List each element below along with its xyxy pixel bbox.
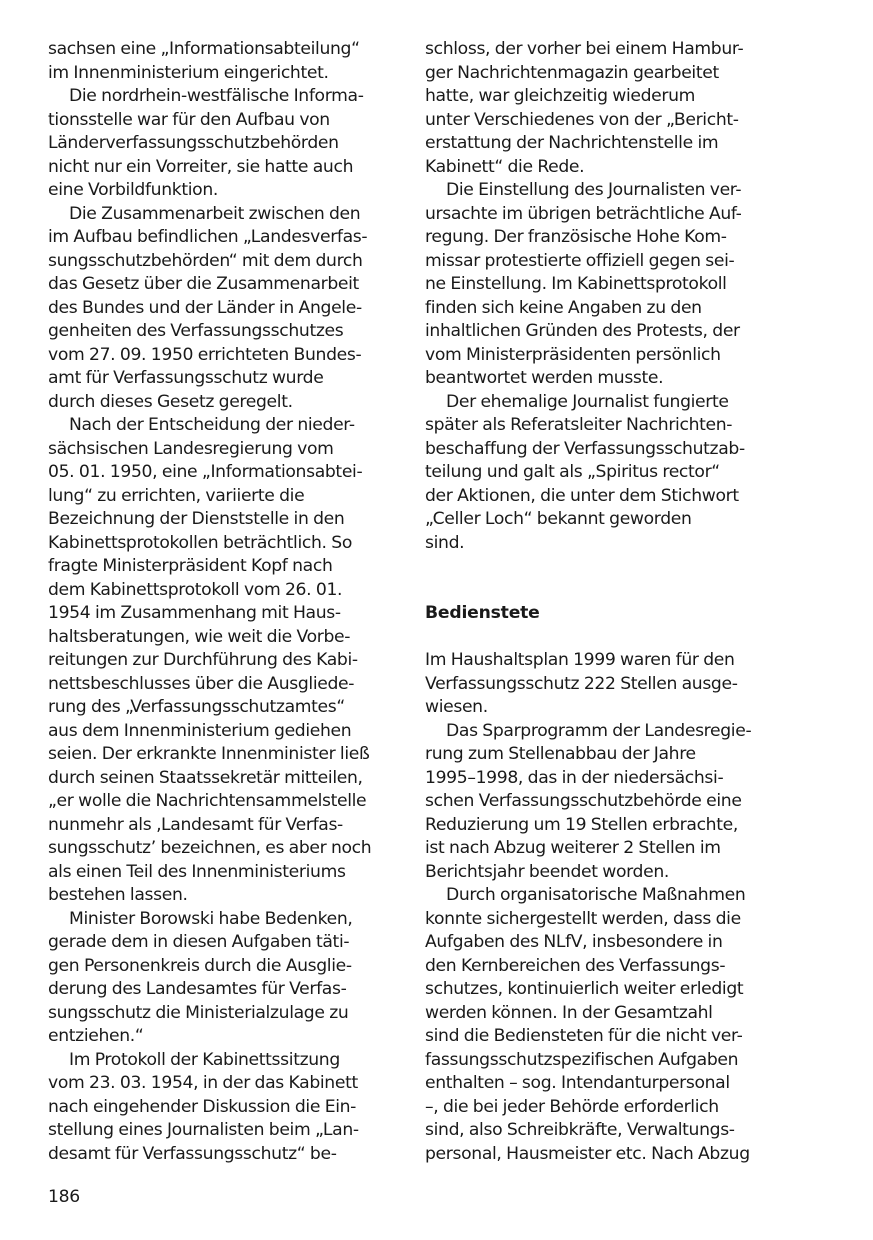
text-line: Die Einstellung des Journalisten ver-	[446, 180, 742, 200]
text-line: genheiten des Verfassungsschutzes	[48, 321, 344, 341]
text-line: wiesen.	[425, 697, 488, 717]
text-line: stellung eines Journalisten beim „Lan-	[48, 1120, 359, 1140]
section-heading: Bedienstete	[425, 603, 540, 623]
left-text-column	[48, 38, 398, 1166]
text-line: sind.	[425, 532, 465, 553]
text-line: rung zum Stellenabbau der Jahre	[425, 744, 696, 764]
page-number: 186	[48, 1187, 80, 1207]
text-line: missar protestierte offiziell gegen sei-	[425, 250, 735, 271]
text-line: durch dieses Gesetz geregelt.	[48, 391, 293, 412]
heading-after-spacer	[425, 626, 775, 650]
text-line: Durch organisatorische Maßnahmen	[446, 885, 746, 905]
text-line: reitungen zur Durchführung des Kabi-	[48, 650, 358, 670]
text-line: –, die bei jeder Behörde erforderlich	[425, 1096, 719, 1117]
text-line: werden können. In der Gesamtzahl	[425, 1002, 713, 1023]
text-line: Reduzierung um 19 Stellen erbrachte,	[425, 814, 738, 835]
text-line: bestehen lassen.	[48, 885, 188, 905]
text-line: „er wolle die Nachrichtensammelstelle	[48, 791, 367, 811]
text-line: gerade dem in diesen Aufgaben täti-	[48, 932, 350, 952]
right-column-continuation	[425, 38, 775, 555]
text-line: haltsberatungen, wie weit die Vorbe-	[48, 626, 351, 647]
text-line: sind die Bediensteten für die nicht ver-	[425, 1026, 743, 1046]
text-line: eine Vorbildfunktion.	[48, 180, 218, 200]
text-line: lung“ zu errichten, variierte die	[48, 485, 305, 506]
text-line: inhaltlichen Gründen des Protests, der	[425, 321, 740, 341]
text-line: Das Sparprogramm der Landesregie-	[446, 720, 752, 741]
text-line: Kabinettsprotokollen beträchtlich. So	[48, 532, 352, 553]
text-line: ist nach Abzug weiterer 2 Stellen im	[425, 838, 721, 858]
text-line: als einen Teil des Innenministeriums	[48, 861, 346, 882]
text-line: nettsbeschlusses über die Ausgliede-	[48, 673, 355, 694]
text-line: aus dem Innenministerium gediehen	[48, 720, 352, 741]
text-line: tionsstelle war für den Aufbau von	[48, 109, 330, 130]
text-line: konnte sichergestellt werden, dass die	[425, 908, 741, 929]
text-line: nunmehr als ‚Landesamt für Verfas-	[48, 814, 343, 835]
text-line: Minister Borowski habe Bedenken,	[69, 908, 353, 929]
section-body	[425, 649, 775, 1166]
text-line: Der ehemalige Journalist fungierte	[446, 391, 729, 412]
text-line: den Kernbereichen des Verfassungs-	[425, 955, 726, 976]
text-line: hatte, war gleichzeitig wiederum	[425, 86, 696, 106]
text-line: im Aufbau befindlichen „Landesverfas-	[48, 227, 368, 247]
text-line: durch seinen Staatssekretär mitteilen,	[48, 767, 363, 788]
text-line: schloss, der vorher bei einem Hambur-	[425, 39, 744, 59]
text-line: seien. Der erkrankte Innenminister ließ	[48, 744, 370, 764]
text-line: amt für Verfassungsschutz wurde	[48, 368, 324, 388]
text-line: regung. Der französische Hohe Kom-	[425, 227, 727, 247]
text-line: enthalten – sog. Intendanturpersonal	[425, 1073, 730, 1093]
text-line: später als Referatsleiter Nachrichten-	[425, 415, 733, 435]
text-line: Kabinett“ die Rede.	[425, 156, 585, 177]
text-line: vom 27. 09. 1950 errichteten Bundes-	[48, 344, 362, 365]
text-line: schutzes, kontinuierlich weiter erledigt	[425, 979, 744, 999]
text-line: schen Verfassungsschutzbehörde eine	[425, 791, 742, 811]
text-line: dem Kabinettsprotokoll vom 26. 01.	[48, 579, 343, 600]
text-line: derung des Landesamtes für Verfas-	[48, 979, 347, 999]
text-line: nach eingehender Diskussion die Ein-	[48, 1096, 357, 1117]
text-line: „Celler Loch“ bekannt geworden	[425, 509, 692, 529]
text-line: Die Zusammenarbeit zwischen den	[69, 203, 361, 224]
text-line: entziehen.“	[48, 1026, 144, 1046]
text-line: vom 23. 03. 1954, in der das Kabinett	[48, 1073, 358, 1093]
text-line: finden sich keine Angaben zu den	[425, 297, 702, 318]
text-line: erstattung der Nachrichtenstelle im	[425, 133, 719, 153]
text-line: ger Nachrichtenmagazin gearbeitet	[425, 62, 719, 83]
text-line: ne Einstellung. Im Kabinettsprotokoll	[425, 274, 727, 294]
text-line: beantwortet werden musste.	[425, 368, 664, 388]
text-line: Im Protokoll der Kabinettssitzung	[69, 1049, 340, 1070]
text-line: vom Ministerpräsidenten persönlich	[425, 344, 721, 365]
text-line: Verfassungsschutz 222 Stellen ausge-	[425, 673, 738, 694]
text-line: gen Personenkreis durch die Ausglie-	[48, 955, 352, 976]
text-line: Nach der Entscheidung der nieder-	[69, 415, 355, 435]
text-line: im Innenministerium eingerichtet.	[48, 62, 329, 83]
text-line: sungsschutz die Ministerialzulage zu	[48, 1002, 349, 1023]
text-line: personal, Hausmeister etc. Nach Abzug	[425, 1143, 750, 1164]
text-line: teilung und galt als „Spiritus rector“	[425, 462, 720, 482]
text-line: sachsen eine „Informationsabteilung“	[48, 39, 360, 59]
text-line: ursachte im übrigen beträchtliche Auf-	[425, 203, 742, 224]
right-text-column	[425, 38, 775, 1166]
text-line: beschaffung der Verfassungsschutzab-	[425, 438, 745, 459]
text-line: desamt für Verfassungsschutz“ be-	[48, 1143, 337, 1164]
text-line: 1954 im Zusammenhang mit Haus-	[48, 603, 341, 623]
text-line: rung des „Verfassungsschutzamtes“	[48, 697, 345, 717]
text-line: des Bundes und der Länder in Angele-	[48, 297, 362, 318]
text-line: nicht nur ein Vorreiter, sie hatte auch	[48, 156, 354, 177]
text-line: 1995–1998, das in der niedersächsi-	[425, 767, 724, 788]
text-line: fragte Ministerpräsident Kopf nach	[48, 556, 333, 576]
text-line: das Gesetz über die Zusammenarbeit	[48, 274, 359, 294]
text-line: Aufgaben des NLfV, insbesondere in	[425, 932, 723, 952]
text-line: 05. 01. 1950, eine „Informationsabtei-	[48, 462, 363, 482]
text-line: unter Verschiedenes von der „Bericht-	[425, 109, 739, 130]
text-line: Länderverfassungsschutzbehörden	[48, 133, 339, 153]
text-line: Berichtsjahr beendet worden.	[425, 861, 669, 882]
text-line: der Aktionen, die unter dem Stichwort	[425, 485, 739, 506]
text-line: Bezeichnung der Dienststelle in den	[48, 509, 345, 529]
text-line: sind, also Schreibkräfte, Verwaltungs-	[425, 1120, 735, 1140]
text-line: sungsschutz’ bezeichnen, es aber noch	[48, 838, 372, 858]
text-line: sungsschutzbehörden“ mit dem durch	[48, 250, 363, 271]
text-line: fassungsschutzspezifischen Aufgaben	[425, 1049, 739, 1070]
text-line: Im Haushaltsplan 1999 waren für den	[425, 650, 735, 670]
heading-spacer	[425, 555, 775, 602]
text-line: Die nordrhein-westfälische Informa-	[69, 86, 364, 106]
text-line: sächsischen Landesregierung vom	[48, 438, 334, 459]
